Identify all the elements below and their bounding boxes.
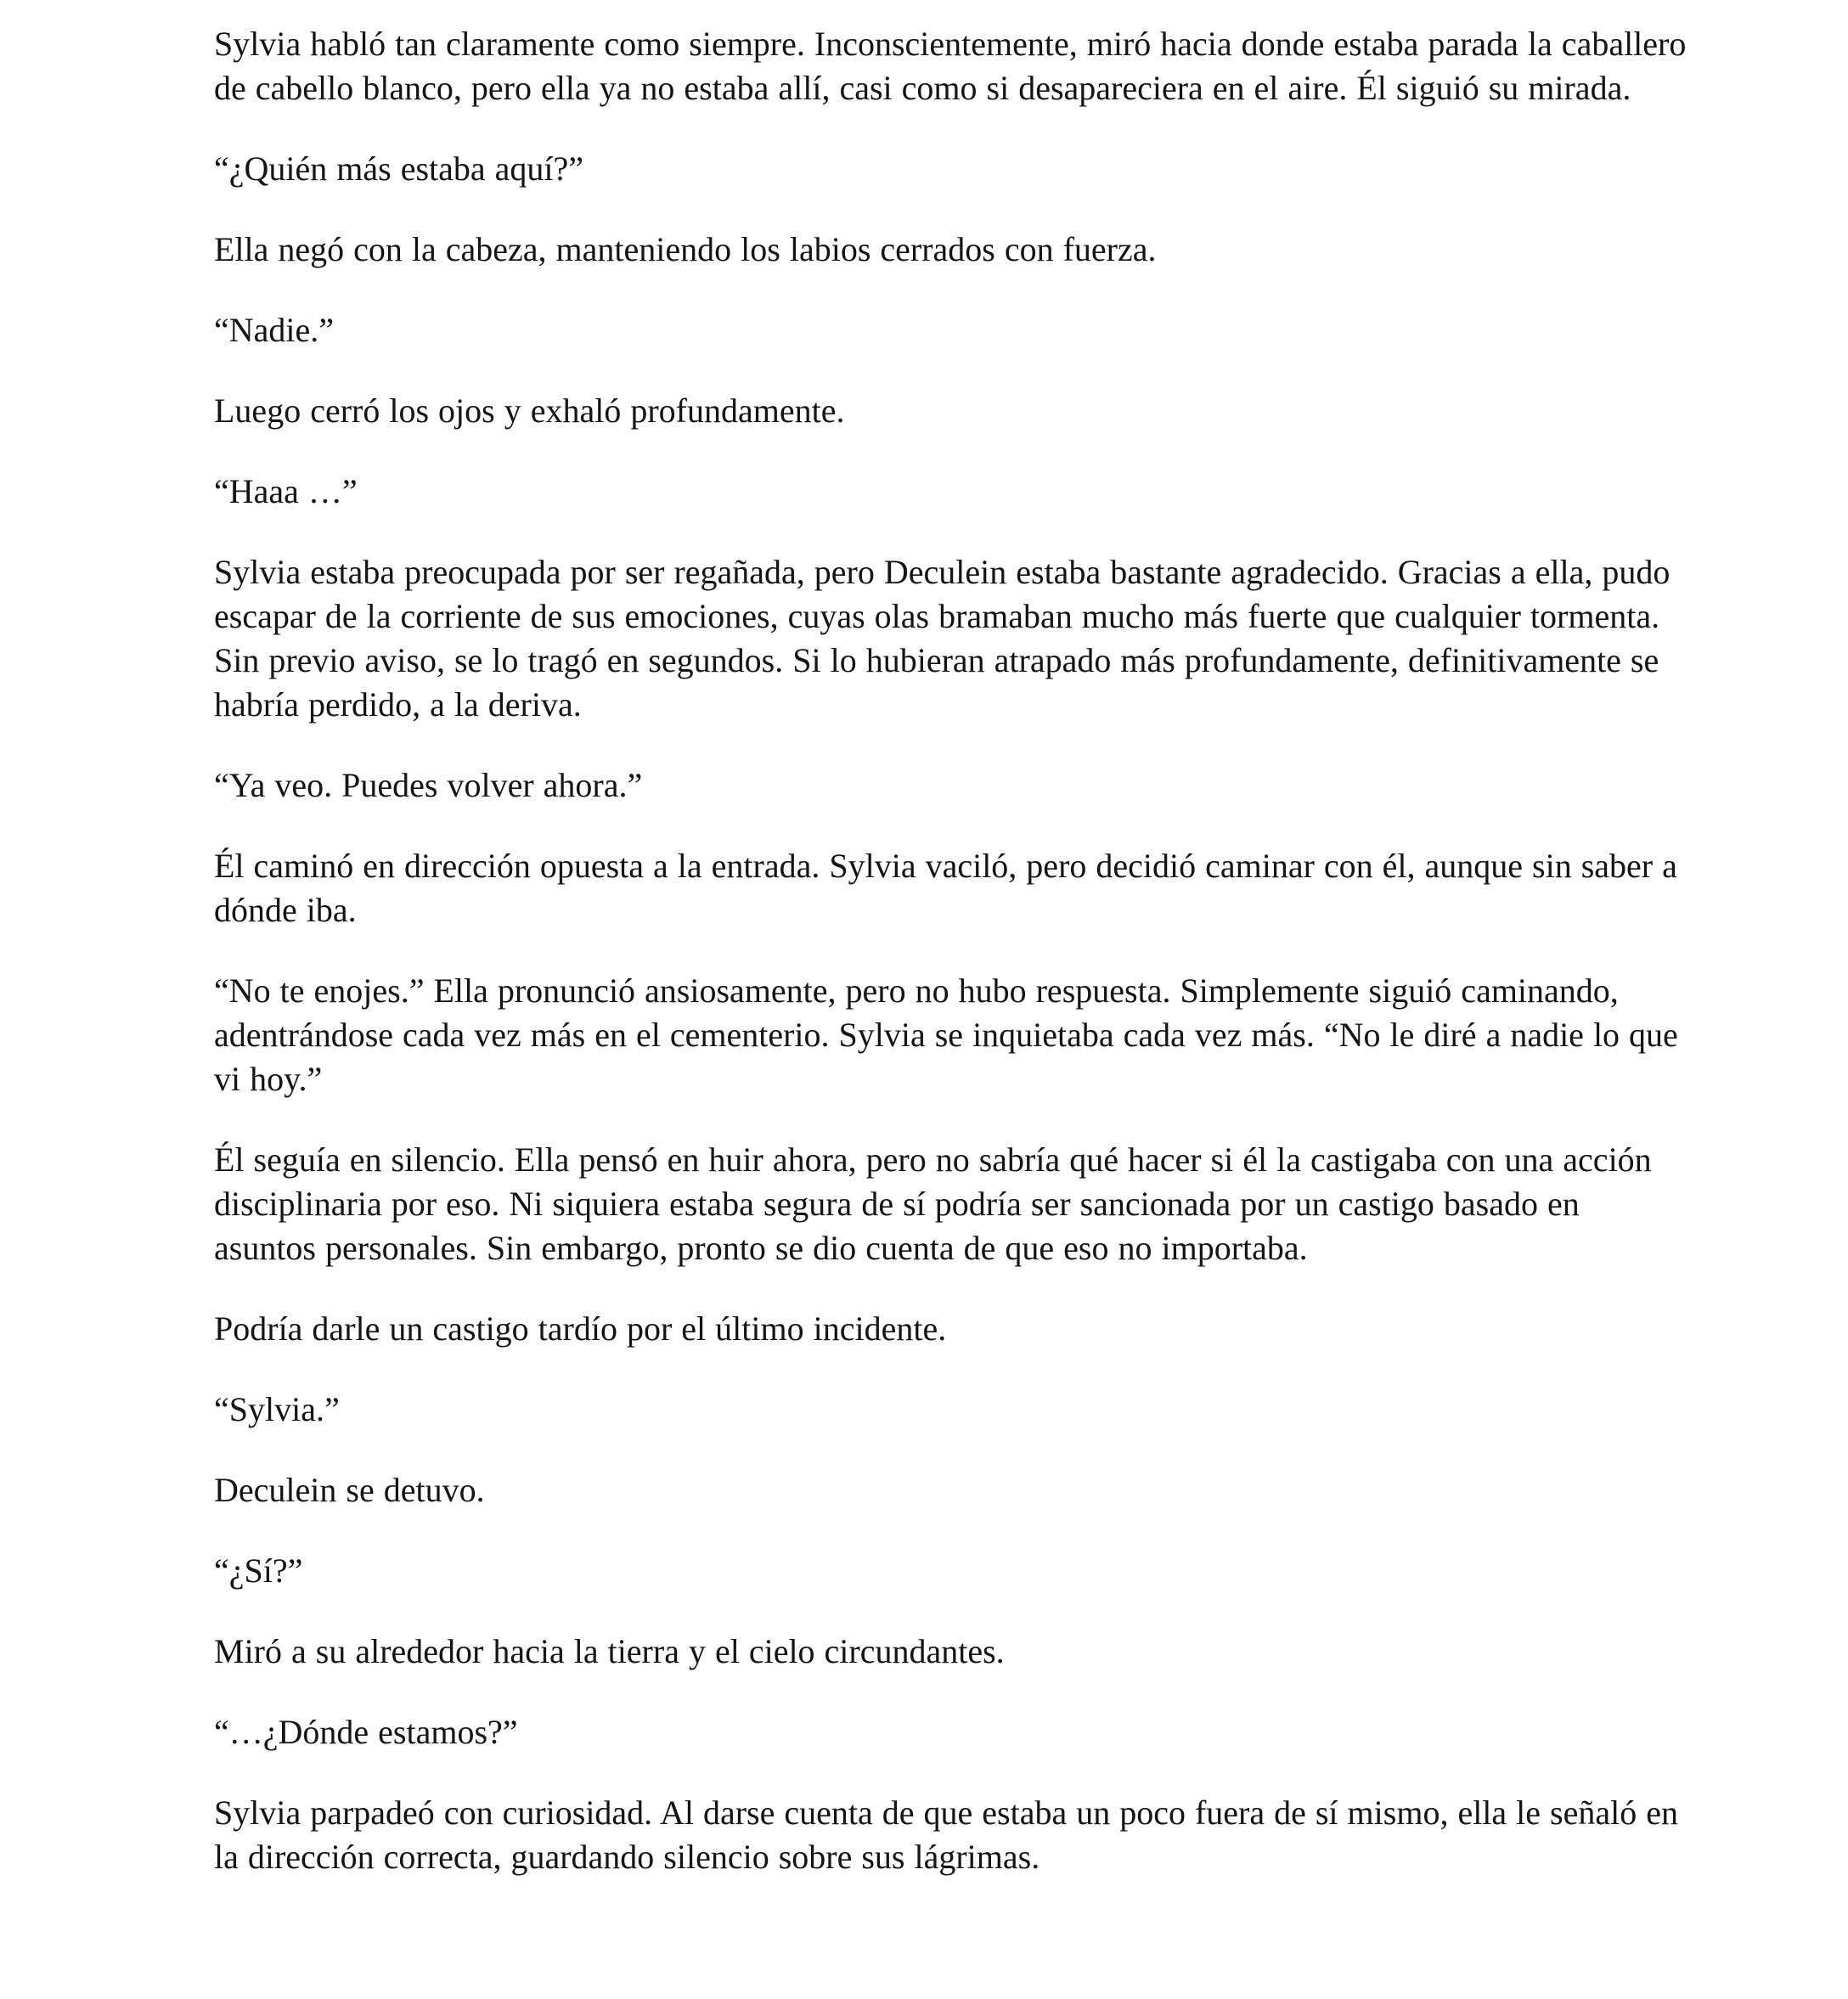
narration-paragraph: Sylvia estaba preocupada por ser regañada, pero Deculein estaba bastante agradecido. Gracias a ella, pudo escapar de la corriente de sus emociones, cuyas olas bramaban mucho más fuerte que cualquier tormenta. Sin previo aviso, se lo tragó en segundos. Si lo hubieran atrapado más profundamente, definitivamente se habría perdido, a la deriva.: [214, 553, 1671, 724]
narration-paragraph: Luego cerró los ojos y exhaló profundamente.: [214, 391, 845, 430]
narration-paragraph: Él caminó en dirección opuesta a la entrada. Sylvia vaciló, pero decidió caminar con él, aunque sin saber a dónde iba.: [214, 847, 1677, 929]
dialogue-paragraph: “¿Sí?”: [214, 1551, 303, 1590]
narration-paragraph: Deculein se detuvo.: [214, 1471, 485, 1509]
dialogue-paragraph: “…¿Dónde estamos?”: [214, 1713, 518, 1751]
narration-paragraph: Él seguía en silencio. Ella pensó en huir ahora, pero no sabría qué hacer si él la castigaba con una acción disciplinaria por eso. Ni siquiera estaba segura de sí podría ser sancionada por un castigo basado en asuntos personales. Sin embargo, pronto se dio cuenta de que eso no importaba.: [214, 1140, 1652, 1267]
dialogue-paragraph: “Sylvia.”: [214, 1390, 340, 1428]
mixed-dialogue-paragraph: “No te enojes.” Ella pronunció ansiosamente, pero no hubo respuesta. Simplemente siguió caminando, adentrándose cada vez más en el cementerio. Sylvia se inquietaba cada vez más. “No le diré a nadie lo que vi hoy.”: [214, 971, 1678, 1098]
dialogue-paragraph: “Haaa …”: [214, 472, 358, 510]
narration-paragraph: Sylvia habló tan claramente como siempre. Inconscientemente, miró hacia donde estaba parada la caballero de cabello blanco, pero ella ya no estaba allí, casi como si desapareciera en el aire. Él siguió su mirada.: [214, 25, 1687, 107]
narration-paragraph: Podría darle un castigo tardío por el último incidente.: [214, 1309, 947, 1348]
dialogue-paragraph: “¿Quién más estaba aquí?”: [214, 149, 584, 188]
narration-paragraph: Sylvia parpadeó con curiosidad. Al darse cuenta de que estaba un poco fuera de sí mismo, ella le señaló en la dirección correcta, guardando silencio sobre sus lágrimas.: [214, 1793, 1678, 1876]
dialogue-paragraph: “Nadie.”: [214, 311, 335, 349]
narration-paragraph: Miró a su alrededor hacia la tierra y el cielo circundantes.: [214, 1632, 1005, 1670]
dialogue-paragraph: “Ya veo. Puedes volver ahora.”: [214, 766, 643, 804]
narration-paragraph: Ella negó con la cabeza, manteniendo los labios cerrados con fuerza.: [214, 230, 1157, 268]
